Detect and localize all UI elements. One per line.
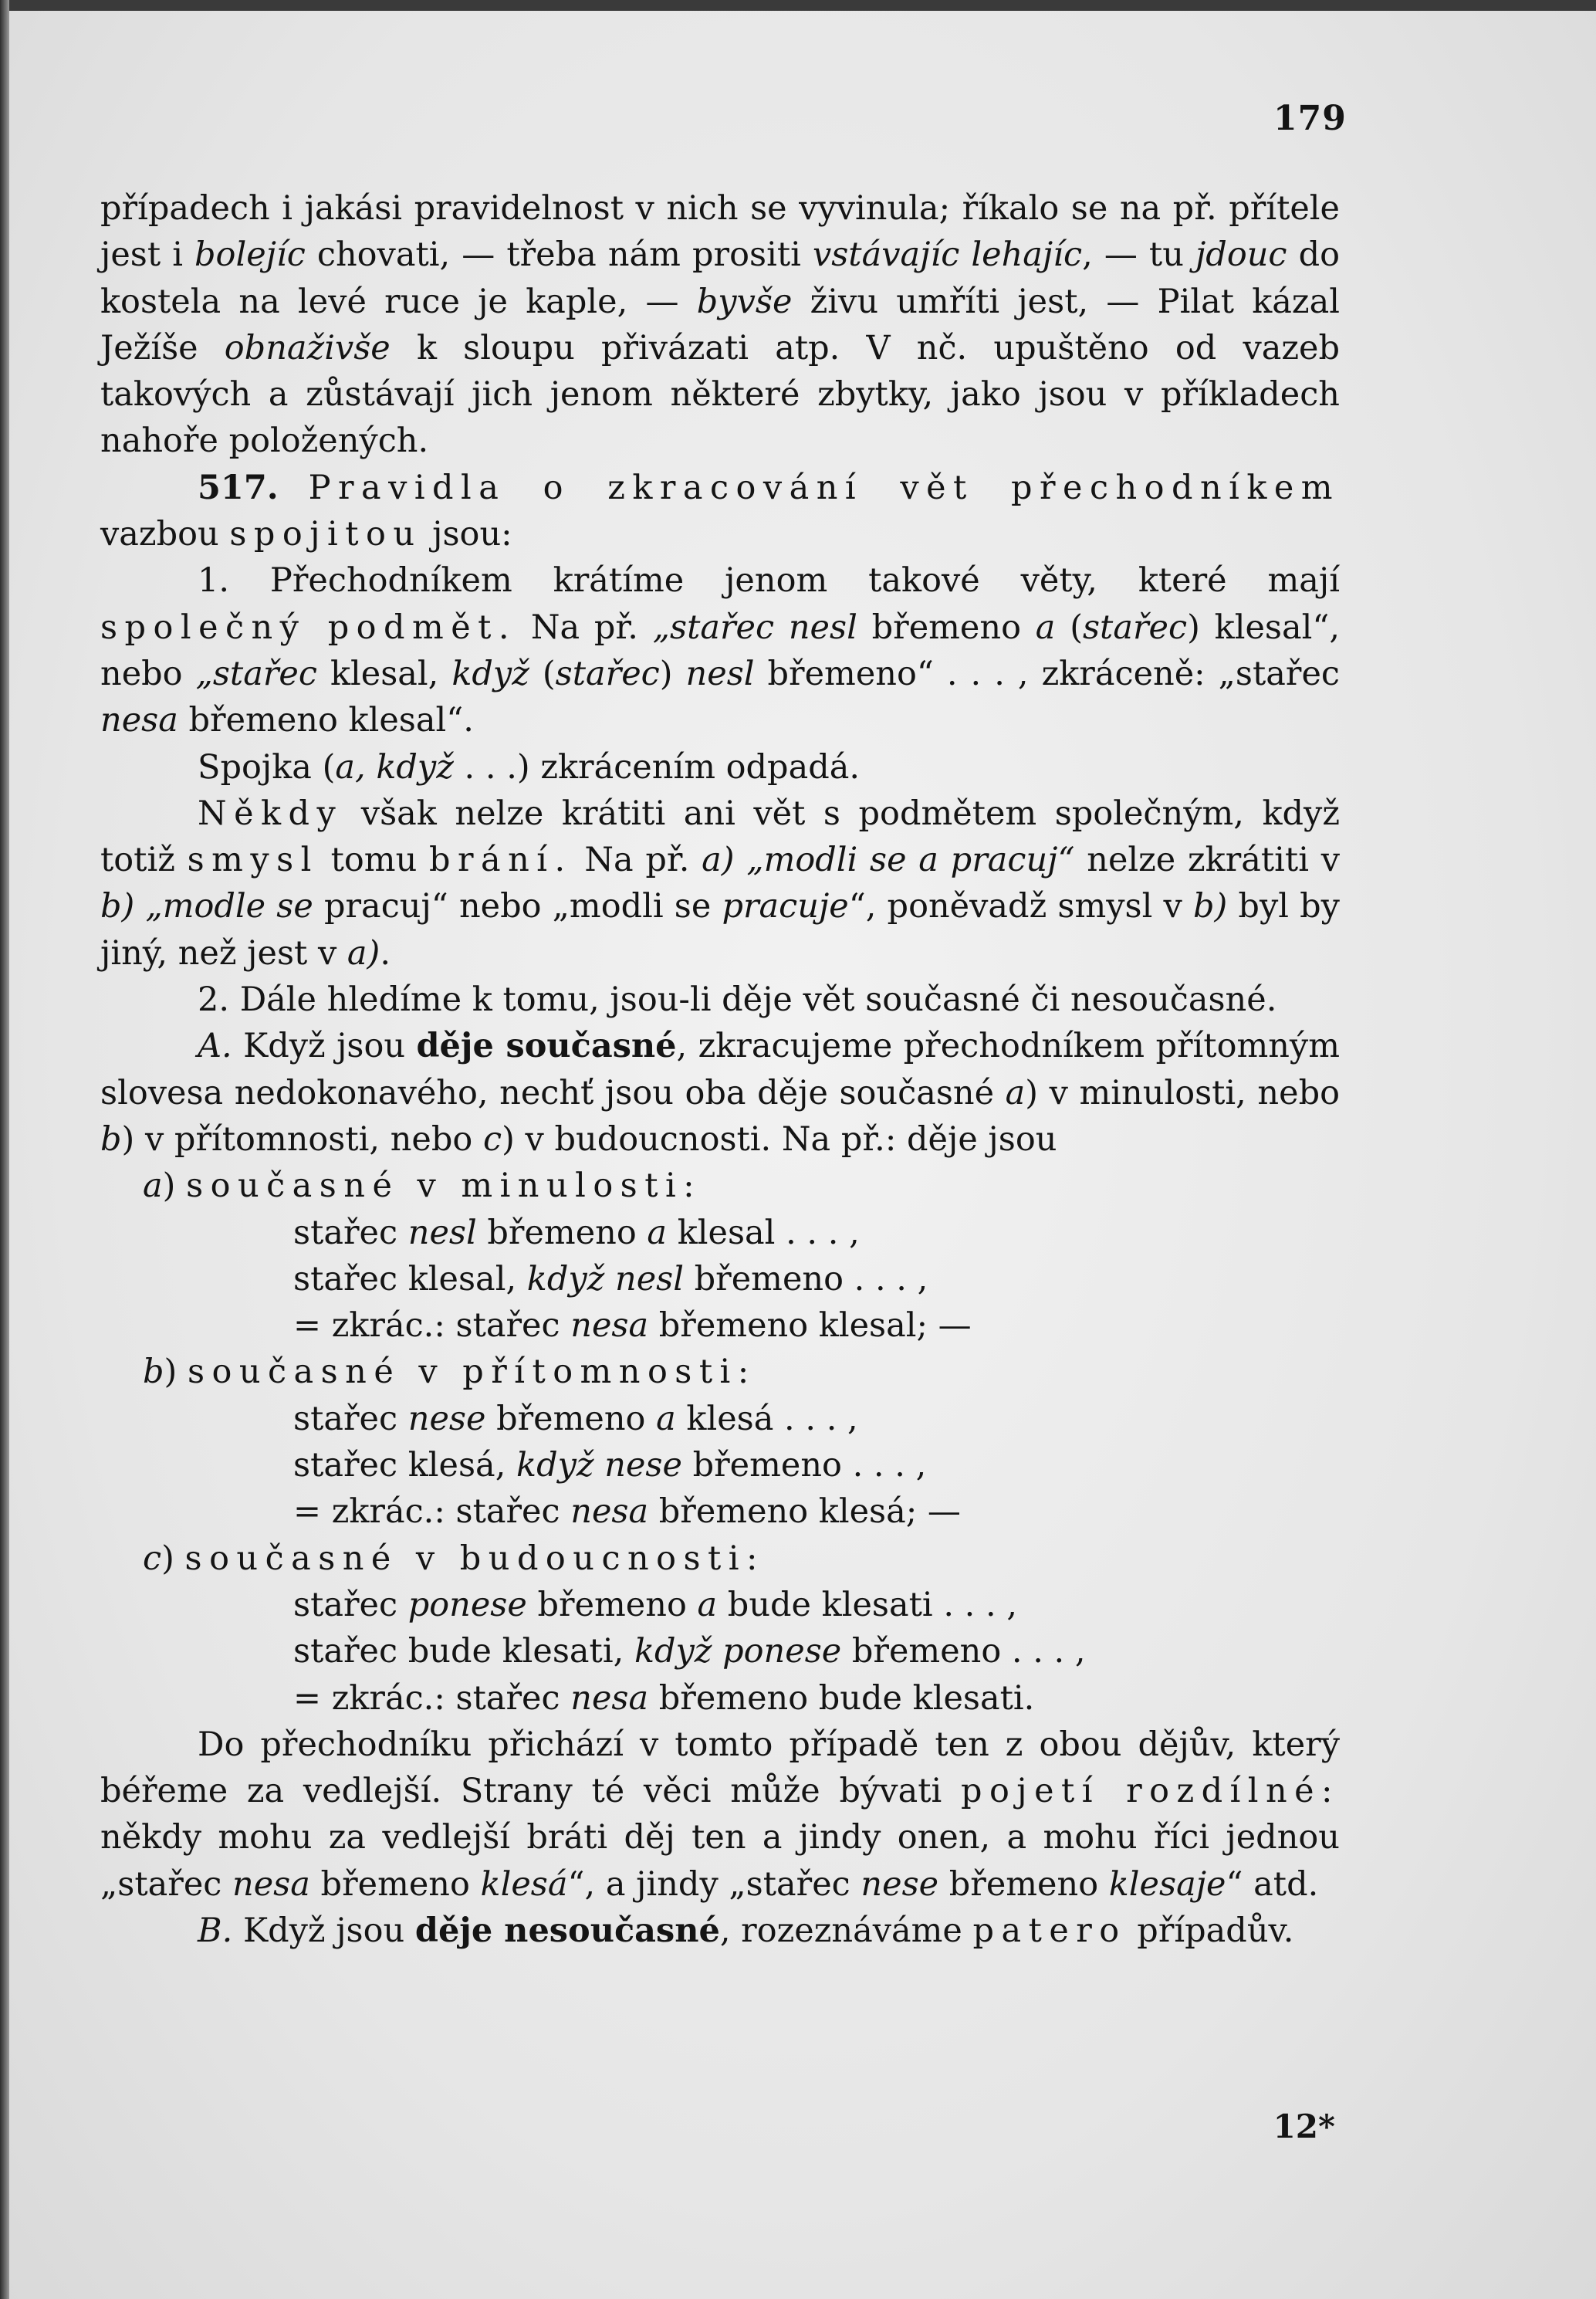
case-b-line-1: stařec nese břemeno a klesá . . . ,	[293, 1399, 858, 1438]
rule-1-paragraph: 1. Přechodníkem krátíme jenom takové věty, které mají společný podmět. Na př. „stařec nesl břemeno a (stařec) klesal“, nebo „stařec klesal, když (stařec) nesl břemeno“ . . . , zkráceně: „stařec nesa břemeno klesal“.	[100, 561, 1340, 740]
page-edge-top	[0, 0, 1596, 11]
body-text	[100, 185, 1340, 1954]
paragraph-intro: případech i jakási pravidelnost v nich se vyvinula; říkalo se na př. přítele jest i bolejíc chovati, — třeba nám prositi vstávajíc lehajíc, — tu jdouc do kostela na levé ruce je kaple, — byvše živu umříti jest, — Pilat kázal Ježíše obnaživše k sloupu přivázati atp. V nč. upuštěno od vazeb takových a zůstávají jich jenom některé zbytky, jako jsou v příkladech nahoře položených.	[100, 189, 1340, 461]
case-c-line-3: = zkrác.: stařec nesa břemeno bude klesati.	[293, 1678, 1035, 1718]
case-b-line-2: stařec klesá, když nese břemeno . . . ,	[293, 1446, 927, 1485]
case-a-line-3: = zkrác.: stařec nesa břemeno klesal; —	[293, 1306, 972, 1346]
rule-a-paragraph: A. Když jsou děje současné, zkracujeme přechodníkem přítomným slovesa nedokonavého, nechť jsou oba děje současné a) v minulosti, nebo b) v přítomnosti, nebo c) v budoucnosti. Na př.: děje jsou	[100, 1027, 1341, 1159]
case-b-line-3: = zkrác.: stařec nesa břemeno klesá; —	[293, 1492, 961, 1532]
signature-mark: 12*	[1273, 2108, 1335, 2145]
case-c-line-1: stařec ponese břemeno a bude klesati . . . ,	[293, 1585, 1018, 1624]
case-a-line-1: stařec nesl břemeno a klesal . . . ,	[293, 1213, 860, 1252]
rule-2-paragraph: 2. Dále hledíme k tomu, jsou-li děje vět současné či nesoučasné.	[198, 980, 1277, 1020]
case-b-title: b) současné v přítomnosti:	[143, 1353, 756, 1392]
case-a-line-2: stařec klesal, když nesl břemeno . . . ,	[293, 1259, 928, 1298]
case-c-line-2: stařec bude klesati, když ponese břemeno . . . ,	[293, 1632, 1086, 1671]
case-a-title: a) současné v minulosti:	[143, 1166, 702, 1206]
rule-b-paragraph: B. Když jsou děje nesoučasné, rozeznáváme patero případův.	[198, 1911, 1294, 1950]
page-edge-left	[0, 0, 9, 2299]
case-c-title: c) současné v budoucnosti:	[143, 1539, 765, 1578]
section-517-heading: 517. Pravidla o zkracování vět přechodníkem vazbou spojitou jsou:	[100, 468, 1340, 554]
nekdy-paragraph: Někdy však nelze krátiti ani vět s podmětem společným, když totiž smysl tomu brání. Na př. a) „modli se a pracuj“ nelze zkrátiti v b) „modle se pracuj“ nebo „modli se pracuje“, poněvadž smysl v b) byl by jiný, než jest v a).	[100, 794, 1341, 973]
spojka-paragraph: Spojka (a, když . . .) zkrácením odpadá.	[198, 747, 861, 787]
page-number: 179	[1273, 99, 1347, 138]
prechodnik-paragraph: Do přechodníku přichází v tomto případě ten z obou dějův, který béřeme za vedlejší. Strany té věci může bývati pojetí rozdílné: někdy mohu za vedlejší bráti děj ten a jindy onen, a mohu říci jednou „stařec nesa břemeno klesá“, a jindy „stařec nese břemeno klesaje“ atd.	[100, 1725, 1340, 1904]
